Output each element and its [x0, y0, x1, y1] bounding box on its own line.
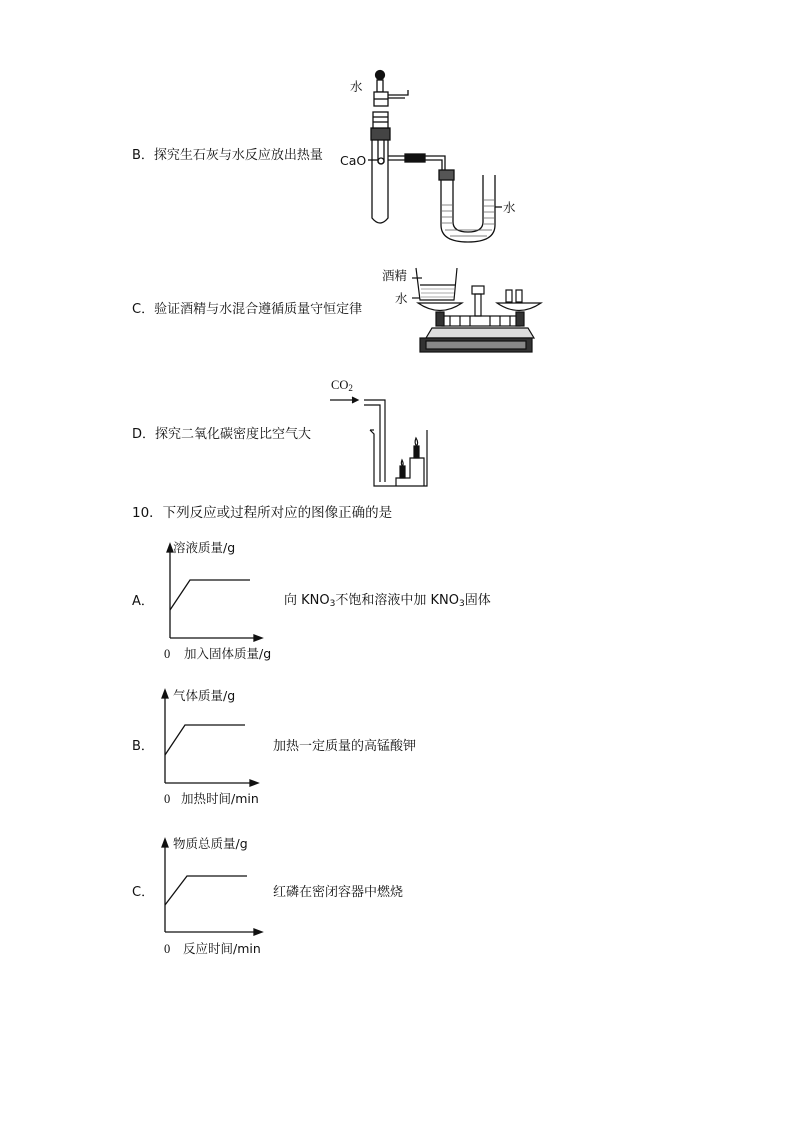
graph-b-ylabel: 气体质量/g: [173, 688, 236, 703]
graph-b-xlabel: 加热时间/min: [181, 791, 259, 806]
option-d-text: D．探究二氧化碳密度比空气大: [132, 427, 312, 442]
question-10-stem: 10．下列反应或过程所对应的图像正确的是: [132, 505, 393, 521]
graph-c-letter: C．: [132, 885, 155, 900]
graph-a-letter: A．: [132, 594, 154, 609]
label-water-top: 水: [350, 79, 363, 94]
graph-b-desc: 加热一定质量的高锰酸钾: [273, 739, 417, 754]
graph-a-desc-2: 3: [329, 599, 336, 609]
graph-a-desc-5: 固体: [464, 593, 491, 608]
graph-b-letter: B．: [132, 739, 154, 754]
graph-a-line: [170, 580, 250, 610]
label-water-right: 水: [503, 200, 516, 215]
label-cao: CaO: [340, 153, 367, 168]
label-alcohol: 酒精: [382, 268, 408, 283]
option-b-text: B．探究生石灰与水反应放出热量: [132, 148, 323, 163]
graph-a-ylabel: 溶液质量/g: [173, 540, 236, 555]
graph-a-origin: 0: [164, 647, 171, 661]
label-co2: [331, 378, 353, 395]
graph-c-line: [165, 876, 247, 905]
label-co2-sub: 2: [348, 383, 353, 393]
graph-a-desc-4: 3: [458, 599, 465, 609]
option-c-text: C．验证酒精与水混合遵循质量守恒定律: [132, 302, 363, 317]
graph-b-line: [165, 725, 245, 755]
graph-a-desc-3: 不饱和溶液中加 KNO: [335, 593, 459, 608]
graph-c-origin: 0: [164, 942, 171, 956]
graph-c-ylabel: 物质总质量/g: [173, 836, 248, 851]
graph-b-origin: 0: [164, 792, 171, 806]
graph-c-desc: 红磷在密闭容器中燃烧: [273, 885, 404, 900]
graph-a-desc: [284, 593, 491, 612]
graph-a-desc-1: 向 KNO: [284, 593, 330, 608]
label-co2-main: CO: [331, 378, 349, 392]
graph-c-xlabel: 反应时间/min: [183, 941, 261, 956]
graph-a-xlabel: 加入固体质量/g: [184, 646, 272, 661]
label-water-c: 水: [395, 291, 408, 306]
